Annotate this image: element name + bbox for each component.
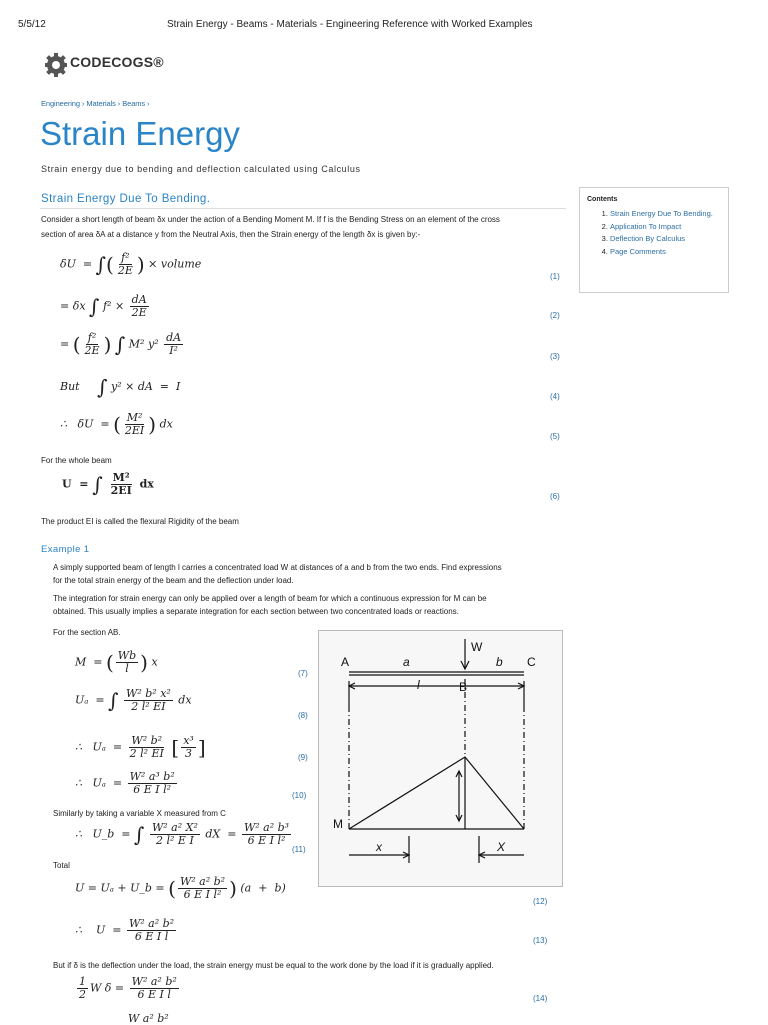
toc-link-comments[interactable]: Page Comments <box>610 246 666 256</box>
equation-number: (12) <box>533 897 548 906</box>
total-text: Total <box>53 861 70 870</box>
toc-link-deflection[interactable]: Deflection By Calculus <box>610 234 686 243</box>
intro-line-1: Consider a short length of beam δx under the action of a Bending Moment M. If f is the Bending Stress on an element of the cross <box>41 215 500 224</box>
for-section-ab: For the section AB. <box>53 628 121 637</box>
print-date: 5/5/12 <box>18 19 46 30</box>
breadcrumb-materials[interactable]: Materials <box>86 99 116 108</box>
equation-13: ∴ U = $\frac{\text{W² a² b²}}{\text{6 E I l}}$ <box>75 917 175 943</box>
equation-number: (6) <box>550 492 560 501</box>
breadcrumb-engineering[interactable]: Engineering <box>41 99 80 108</box>
equation-14: $\frac{1}{2}$ W δ = $\frac{\text{W² a² b²}}{\text{6 E I l}}$ <box>79 975 177 1001</box>
equation-11: ∴ U_b = ∫ $\frac{\text{W² a² X²}}{\text{2 l² E I}}$ dX = $\frac{\text{W² a² b³}}{\text{6 E I l²}}$ <box>75 821 290 847</box>
label-a-support: A <box>341 655 350 669</box>
section-divider <box>40 208 566 209</box>
flexural-rigidity-text: The product EI is called the flexural Rigidity of the beam <box>41 517 239 526</box>
example-heading: Example 1 <box>41 544 90 555</box>
page-title: Strain Energy <box>40 115 240 152</box>
example-text-1b: for the total strain energy of the beam and the deflection under load. <box>53 576 294 585</box>
label-x: x <box>376 840 382 854</box>
table-of-contents <box>579 187 729 293</box>
intro-line-2: section of area δA at a distance y from the Neutral Axis, then the Strain energy of the length δx is given by:- <box>41 230 421 239</box>
equation-number: (13) <box>533 936 548 945</box>
equation-number: (4) <box>550 392 560 401</box>
label-l-length: l <box>417 678 420 692</box>
breadcrumb-beams[interactable]: Beams <box>122 99 146 108</box>
toc-link-impact[interactable]: Application To Impact <box>610 221 682 231</box>
equation-number: (3) <box>550 352 560 361</box>
label-load-w: W <box>471 640 483 654</box>
equation-7: M = ( $\frac{Wb}{l}$ ) x <box>75 649 158 675</box>
beam-diagram-drawing <box>319 631 562 886</box>
codecogs-logo[interactable] <box>44 50 164 80</box>
equation-number: (5) <box>550 432 560 441</box>
label-b-point: B <box>459 680 468 694</box>
equation-15-partial: W a² b² <box>128 1012 169 1025</box>
equation-number: (14) <box>533 994 548 1003</box>
gear-icon <box>44 50 68 80</box>
whole-beam-text: For the whole beam <box>41 456 112 465</box>
beam-diagram <box>318 630 563 887</box>
label-c-support: C <box>527 655 536 669</box>
breadcrumb-separator: › <box>147 99 150 108</box>
equation-2: = δx ∫ f² × $\frac{dA}{2E}$ <box>60 293 147 319</box>
equation-6: U = ∫ $\frac{\text{M²}}{2EI}$ dx <box>62 471 154 497</box>
example-text-2b: obtained. This usually implies a separate integration for each section between two concentrated loads or reactions. <box>53 607 459 616</box>
print-page-title: Strain Energy - Beams - Materials - Engineering Reference with Worked Examples <box>167 19 533 30</box>
breadcrumb-separator: › <box>81 99 85 108</box>
equation-1: δU = ∫( $\frac{\text{f²}}{2E}$ ) × volume <box>60 251 202 277</box>
equation-12: U = Uₐ + U_b = ( $\frac{\text{W² a² b²}}{\text{6 E I l²}}$ ) (a + b) <box>75 875 286 901</box>
label-a-length: a <box>403 655 410 669</box>
label-moment-m: M <box>333 817 343 831</box>
toc-link-strain-energy[interactable]: Strain Energy Due To Bending. <box>610 209 713 218</box>
equation-number: (9) <box>298 753 308 762</box>
equation-10: ∴ Uₐ = $\frac{\text{W² a³ b²}}{\text{6 E I l²}}$ <box>75 770 175 796</box>
similarly-text: Similarly by taking a variable X measured from C <box>53 809 226 818</box>
label-capital-x: X <box>497 840 506 854</box>
equation-number: (2) <box>550 311 560 320</box>
equation-number: (7) <box>298 669 308 678</box>
equation-number: (8) <box>298 711 308 720</box>
equation-9: ∴ Uₐ = $\frac{\text{W² b²}}{\text{2 l² EI}}$ [ $\frac{\text{x³}}{3}$ ] <box>75 734 206 760</box>
toc-title: Contents <box>587 196 618 203</box>
equation-8: Uₐ = ∫ $\frac{\text{W² b² x²}}{\text{2 l² EI}}$ dx <box>75 687 192 713</box>
logo-text: CODECOGS® <box>70 54 164 70</box>
equation-4: But ∫ y² × dA = I <box>60 375 181 399</box>
page-subtitle: Strain energy due to bending and deflection calculated using Calculus <box>41 164 361 174</box>
section-heading: Strain Energy Due To Bending. <box>41 193 211 205</box>
equation-number: (1) <box>550 272 560 281</box>
example-text-2a: The integration for strain energy can only be applied over a length of beam for which a continuous expression for M can be <box>53 594 487 603</box>
equation-number: (11) <box>292 845 306 854</box>
breadcrumb-separator: › <box>117 99 121 108</box>
label-b-length: b <box>496 655 503 669</box>
breadcrumb <box>41 99 149 108</box>
equation-number: (10) <box>292 791 307 800</box>
equation-5: ∴ δU = ( $\frac{\text{M²}}{2EI}$ ) dx <box>60 411 173 437</box>
example-text-1a: A simply supported beam of length l carries a concentrated load W at distances of a and b from the two ends. Find expressions <box>53 563 502 572</box>
but-if-text: But if δ is the deflection under the load, the strain energy must be equal to the work done by the load if it is gradually applied. <box>53 961 494 970</box>
equation-3: = ( $\frac{\text{f²}}{2E}$ ) ∫ M² y² $\frac{dA}{\text{I²}}$ <box>60 331 182 357</box>
